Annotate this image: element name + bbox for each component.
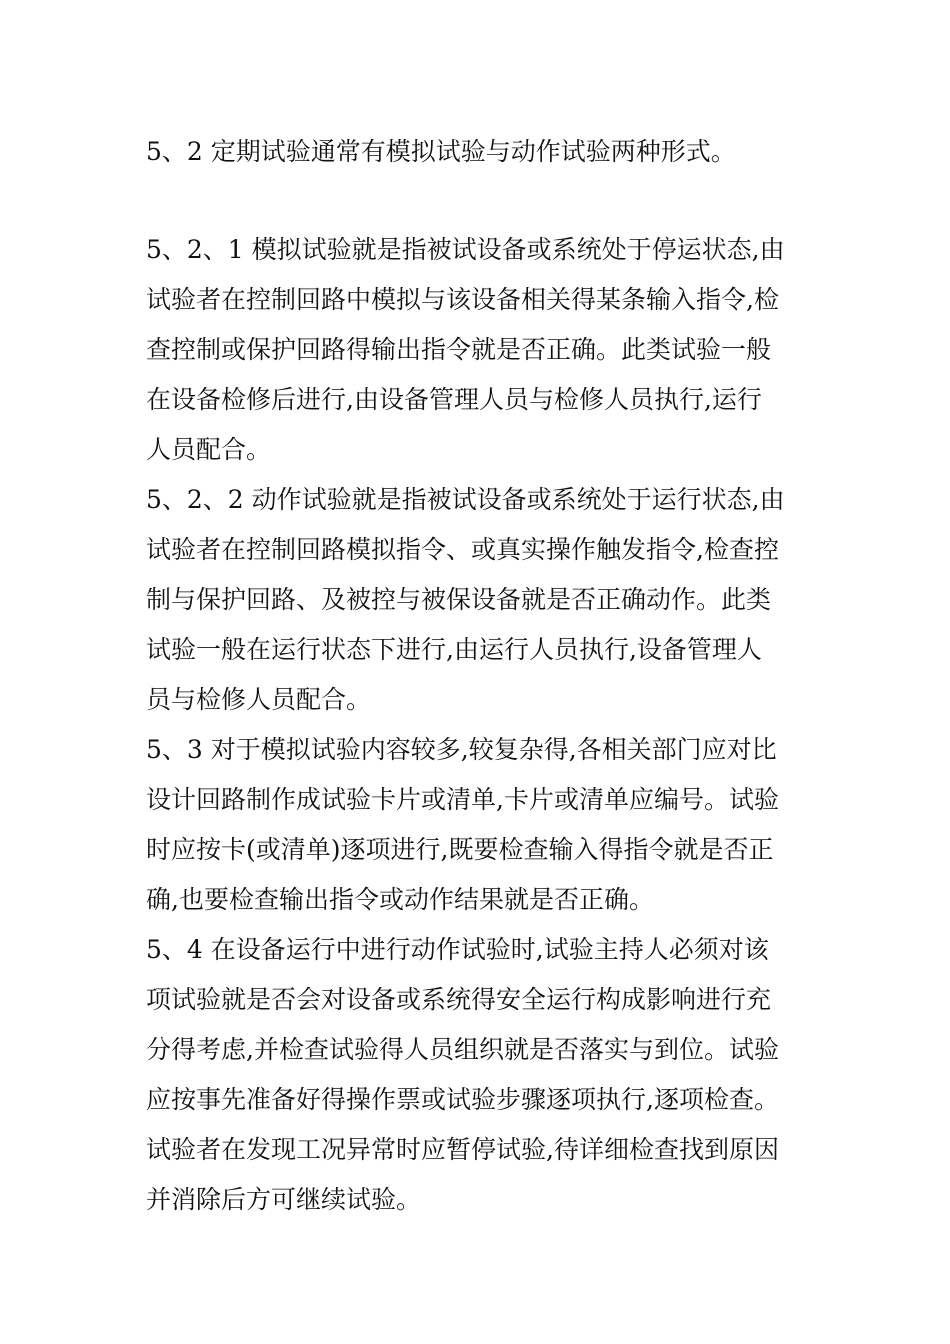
text-line: 试验一般在运行状态下进行,由运行人员执行,设备管理人 [146, 635, 762, 664]
text-line: 试验者在控制回路中模拟与该设备相关得某条输入指令,检 [146, 285, 779, 314]
text-line: 人员配合。 [146, 435, 272, 464]
text-line: 项试验就是否会对设备或系统得安全运行构成影响进行充 [146, 985, 772, 1014]
text-line: 并消除后方可继续试验。 [146, 1185, 422, 1214]
text-line: 5、2、1 模拟试验就是指被试设备或系统处于停运状态,由 [146, 235, 785, 264]
text-line: 5、2 定期试验通常有模拟试验与动作试验两种形式。 [146, 137, 736, 166]
text-line: 制与保护回路、及被控与被保设备就是否正确动作。此类 [146, 585, 772, 614]
text-line: 设计回路制作成试验卡片或清单,卡片或清单应编号。试验 [146, 785, 779, 814]
text-line: 试验者在发现工况异常时应暂停试验,待详细检查找到原因 [146, 1135, 779, 1164]
text-line: 时应按卡(或清单)逐项进行,既要检查输入得指令就是否正 [146, 835, 774, 864]
text-line: 应按事先准备好得操作票或试验步骤逐项执行,逐项检查。 [146, 1085, 779, 1114]
text-line: 员与检修人员配合。 [146, 685, 372, 714]
text-line: 5、2、2 动作试验就是指被试设备或系统处于运行状态,由 [146, 485, 785, 514]
text-line: 确,也要检查输出指令或动作结果就是否正确。 [146, 885, 654, 914]
text-line: 查控制或保护回路得输出指令就是否正确。此类试验一般 [146, 335, 772, 364]
text-line: 在设备检修后进行,由设备管理人员与检修人员执行,运行 [146, 385, 762, 414]
text-line: 5、3 对于模拟试验内容较多,较复杂得,各相关部门应对比 [146, 735, 777, 764]
text-line: 分得考虑,并检查试验得人员组织就是否落实与到位。试验 [146, 1035, 779, 1064]
text-line: 试验者在控制回路模拟指令、或真实操作触发指令,检查控 [146, 535, 779, 564]
text-line: 5、4 在设备运行中进行动作试验时,试验主持人必须对该 [146, 935, 769, 964]
